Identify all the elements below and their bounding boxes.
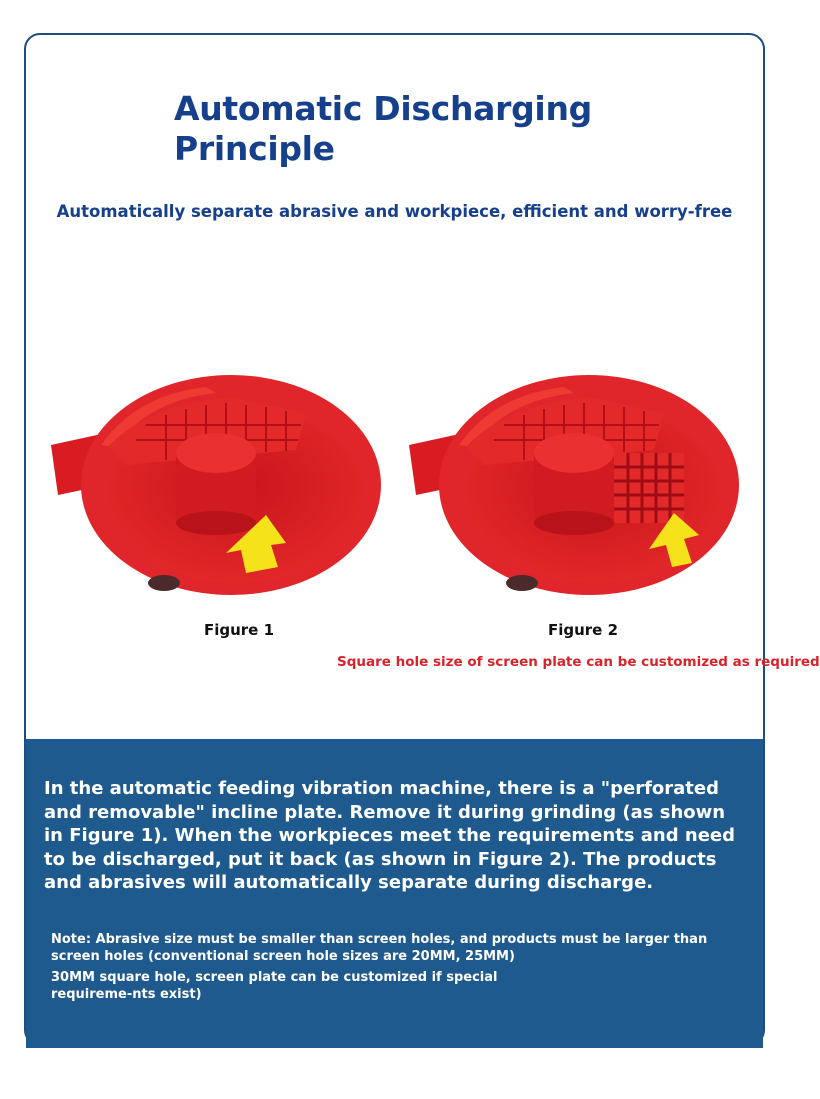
- abrasive-size-note: Note: Abrasive size must be smaller than screen holes, and products must be larger than screen holes (conventional screen hole sizes are 20MM, 25MM): [51, 932, 708, 964]
- page-title: Automatic Discharging Principle: [174, 89, 592, 168]
- content-card: [24, 33, 820, 1046]
- figure-1-caption: Figure 1: [203, 621, 275, 639]
- page-subtitle: Automatically separate abrasive and workpiece, efficient and worry-free: [56, 202, 733, 221]
- figure-2-image: [404, 335, 744, 605]
- description-paragraph: In the automatic feeding vibration machine, there is a "perforated and removable" incline plate. Remove it during grinding (as shown in Figure 1). When the workpieces meet the requirements and need to be discharged, put it back (as shown in Figure 2). The products and abrasives will automatically separate during discharge.: [44, 778, 736, 893]
- figure-2-caption: Figure 2: [547, 621, 619, 639]
- square-hole-note: 30MM square hole, screen plate can be customized if special requireme-nts exist): [51, 970, 498, 1002]
- description-panel: [26, 739, 763, 1048]
- screen-plate-note: Square hole size of screen plate can be customized as required: [337, 654, 820, 670]
- figure-1-image: [46, 335, 386, 605]
